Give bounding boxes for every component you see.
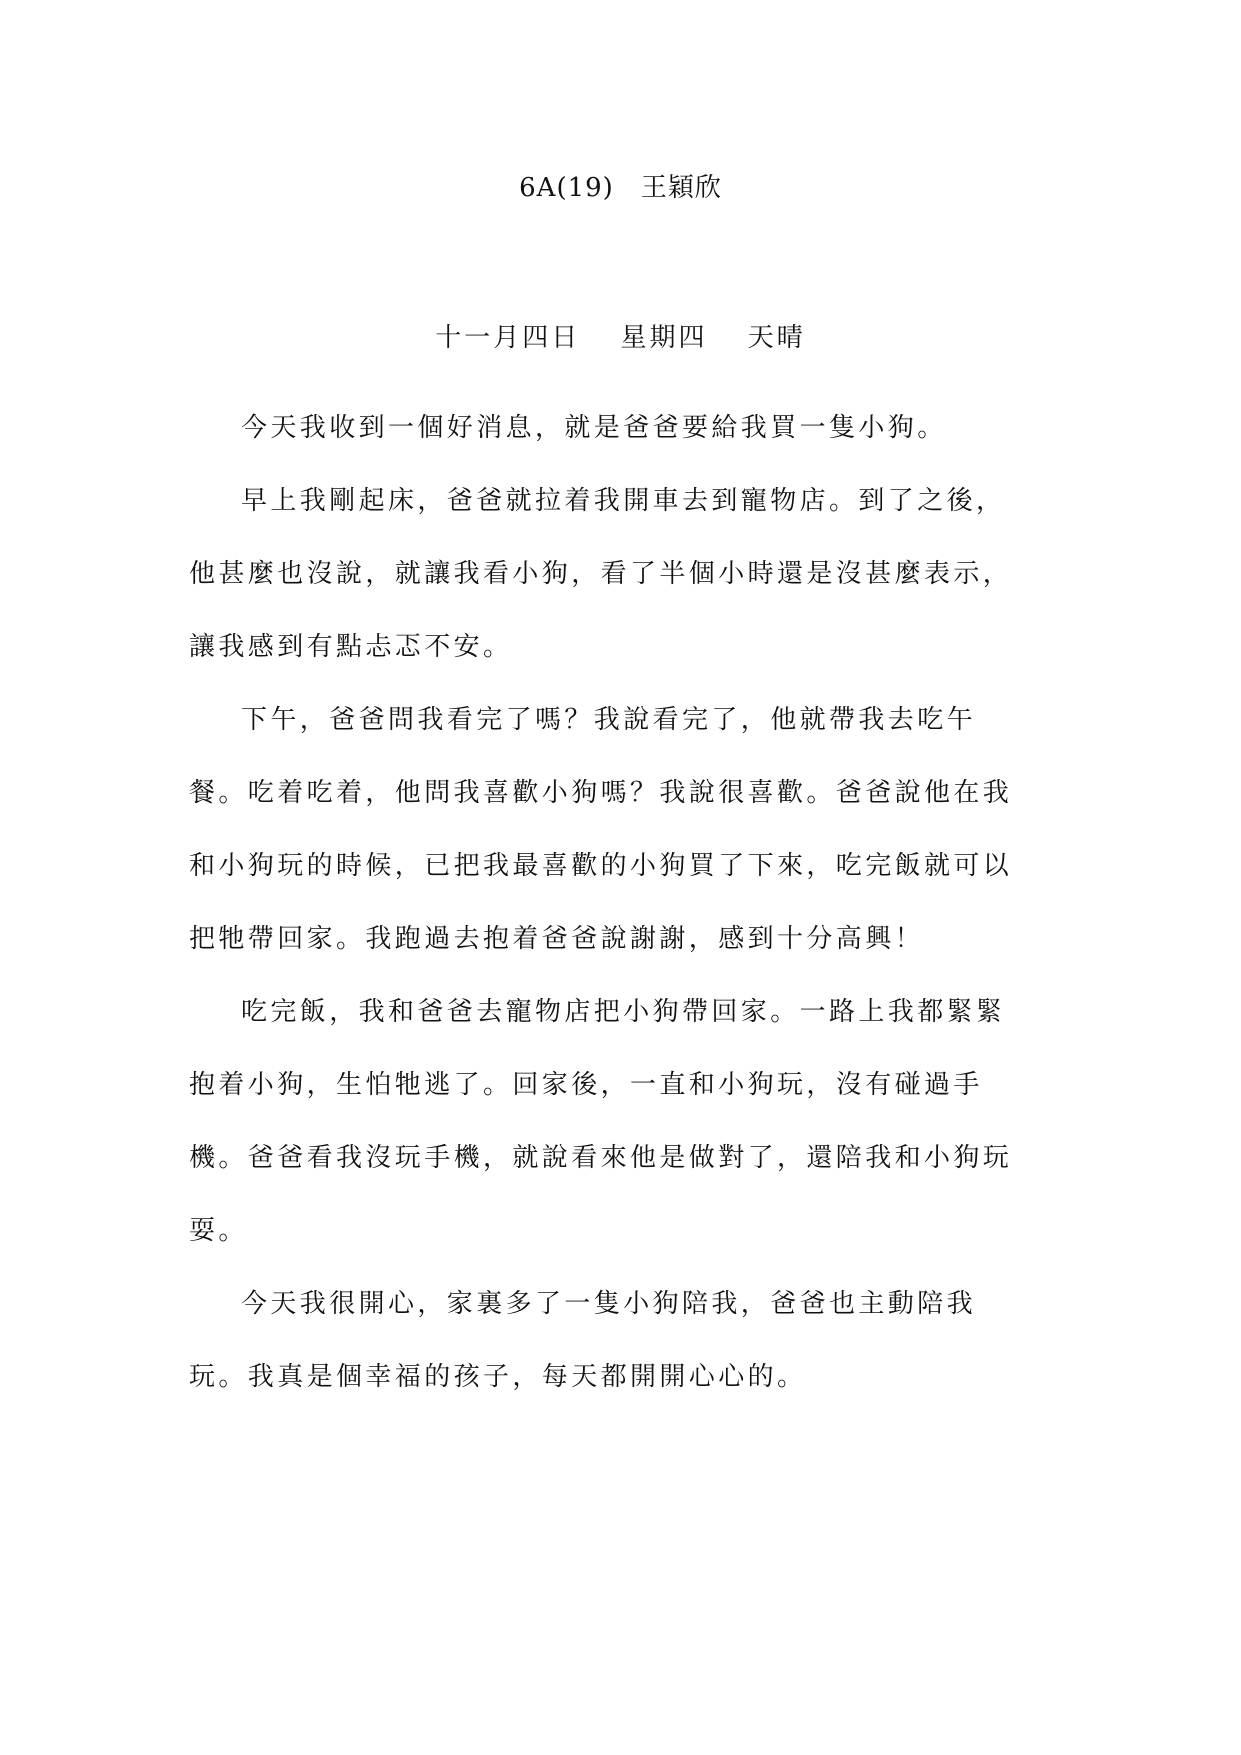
diary-paragraph: 今天我收到一個好消息，就是爸爸要給我買一隻小狗。 xyxy=(241,413,947,443)
diary-date-line: 十一月四日 星期四 天晴 xyxy=(435,323,806,353)
diary-paragraph: 今天我很開心，家裏多了一隻小狗陪我，爸爸也主動陪我玩。我真是個幸福的孩子，每天都開開心心的。 xyxy=(189,1289,977,1392)
diary-paragraph: 早上我剛起床，爸爸就拉着我開車去到寵物店。到了之後，他甚麼也沒說，就讓我看小狗，看了半個小時還是沒甚麼表示，讓我感到有點忐忑不安。 xyxy=(189,486,1013,662)
diary-body xyxy=(189,392,1034,1414)
author-line: 6A(19) 王穎欣 xyxy=(519,173,722,203)
diary-paragraph: 吃完飯，我和爸爸去寵物店把小狗帶回家。一路上我都緊緊抱着小狗，生怕牠逃了。回家後，一直和小狗玩，沒有碰過手機。爸爸看我沒玩手機，就說看來他是做對了，還陪我和小狗玩耍。 xyxy=(189,997,1013,1246)
diary-paragraph: 下午，爸爸問我看完了嗎？我說看完了，他就帶我去吃午餐。吃着吃着，他問我喜歡小狗嗎？我說很喜歡。爸爸說他在我和小狗玩的時候，已把我最喜歡的小狗買了下來，吃完飯就可以把牠帶回家。我跑過去抱着爸爸說謝謝，感到十分高興！ xyxy=(189,705,1013,954)
